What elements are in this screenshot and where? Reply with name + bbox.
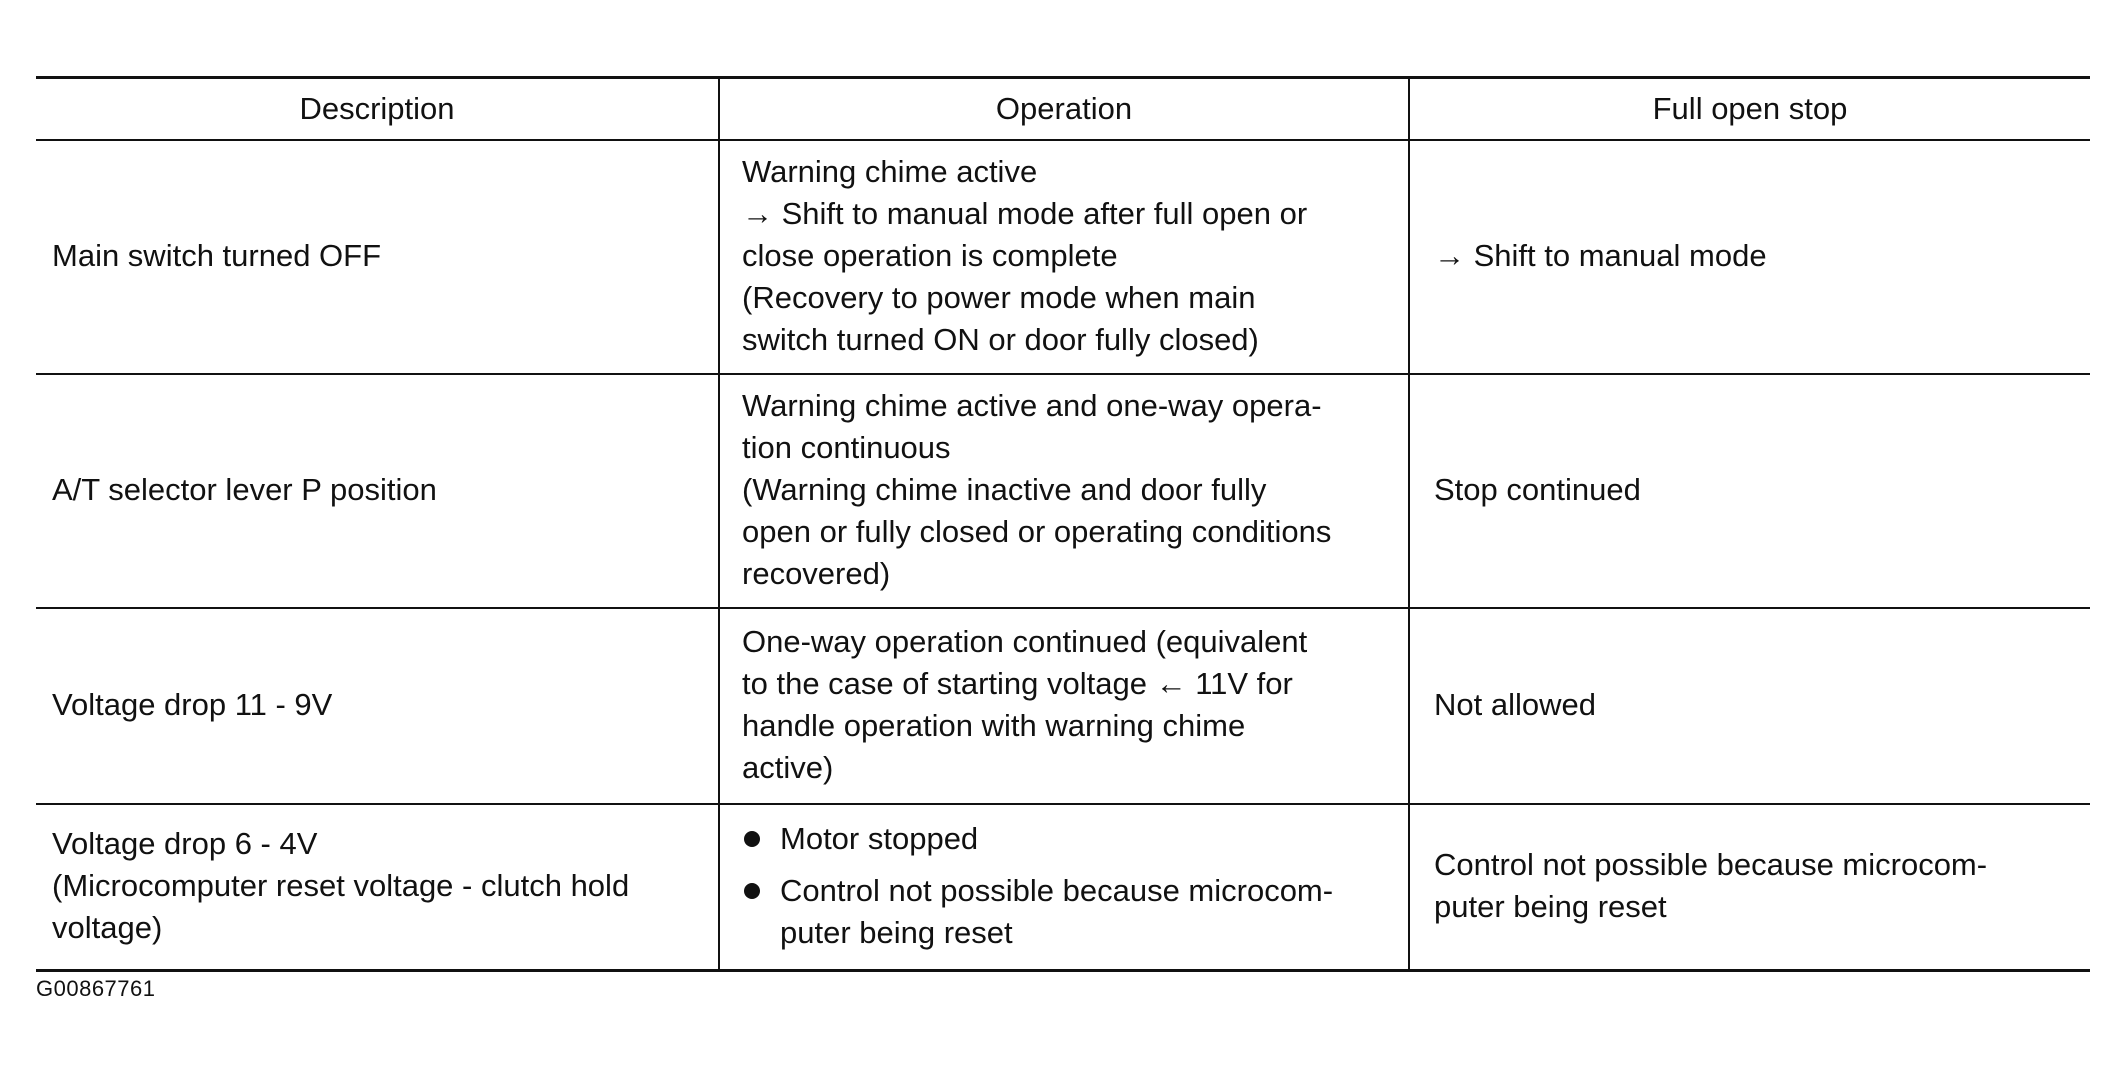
cell-text: One-way operation continued (equivalent — [742, 624, 1308, 659]
header-description: Description — [36, 78, 719, 141]
cell-text: to the case of starting voltage ← 11V for — [742, 666, 1293, 701]
description-cell — [36, 804, 719, 971]
cell-text: handle operation with warning chime — [742, 708, 1246, 743]
cell-text: open or fully closed or operating conditions — [742, 514, 1332, 549]
cell-text: Warning chime active and one-way opera- — [742, 388, 1322, 423]
operation-cell — [719, 374, 1409, 608]
operation-cell — [719, 804, 1409, 971]
full-open-stop-cell — [1409, 804, 2090, 971]
cell-text: puter being reset — [780, 915, 1013, 950]
cell-text: Warning chime active — [742, 154, 1038, 189]
cell-text: close operation is complete — [742, 238, 1118, 273]
cell-text: tion continuous — [742, 430, 951, 465]
cell-text: (Recovery to power mode when main — [742, 280, 1256, 315]
operation-cell — [719, 140, 1409, 374]
table-row — [36, 804, 2090, 971]
cell-text: Not allowed — [1434, 687, 1596, 722]
table-row — [36, 374, 2090, 608]
cell-text: Main switch turned OFF — [52, 238, 382, 273]
cell-text: puter being reset — [1434, 889, 1667, 924]
bullet-icon — [744, 831, 760, 847]
full-open-stop-cell — [1409, 608, 2090, 804]
table-row — [36, 140, 2090, 374]
bullet-icon — [744, 883, 760, 899]
operation-table — [36, 76, 2090, 972]
cell-text: (Microcomputer reset voltage - clutch hold — [52, 868, 630, 903]
cell-text: (Warning chime inactive and door fully — [742, 472, 1267, 507]
bullet-list — [742, 818, 1392, 954]
header-operation: Operation — [719, 78, 1409, 141]
cell-text: Stop continued — [1434, 472, 1641, 507]
full-open-stop-cell — [1409, 374, 2090, 608]
full-open-stop-cell — [1409, 140, 2090, 374]
cell-text: → Shift to manual mode — [1434, 238, 1767, 273]
cell-text: Voltage drop 11 - 9V — [52, 687, 333, 722]
cell-text: active) — [742, 750, 834, 785]
table-row — [36, 608, 2090, 804]
cell-text: voltage) — [52, 910, 163, 945]
description-cell — [36, 374, 719, 608]
cell-text: switch turned ON or door fully closed) — [742, 322, 1259, 357]
cell-text: recovered) — [742, 556, 891, 591]
cell-text: Voltage drop 6 - 4V — [52, 826, 318, 861]
operation-cell — [719, 608, 1409, 804]
header-full-open-stop: Full open stop — [1409, 78, 2090, 141]
cell-text: Control not possible because microcom- — [780, 873, 1334, 908]
cell-text: → Shift to manual mode after full open or — [742, 196, 1308, 231]
description-cell — [36, 608, 719, 804]
list-item — [742, 870, 1392, 954]
description-cell — [36, 140, 719, 374]
table-header-row — [36, 78, 2090, 141]
list-item — [742, 818, 1392, 860]
cell-text: A/T selector lever P position — [52, 472, 437, 507]
figure-id: G00867761 — [36, 976, 156, 1001]
cell-text: Motor stopped — [780, 821, 979, 856]
cell-text: Control not possible because microcom- — [1434, 847, 1988, 882]
